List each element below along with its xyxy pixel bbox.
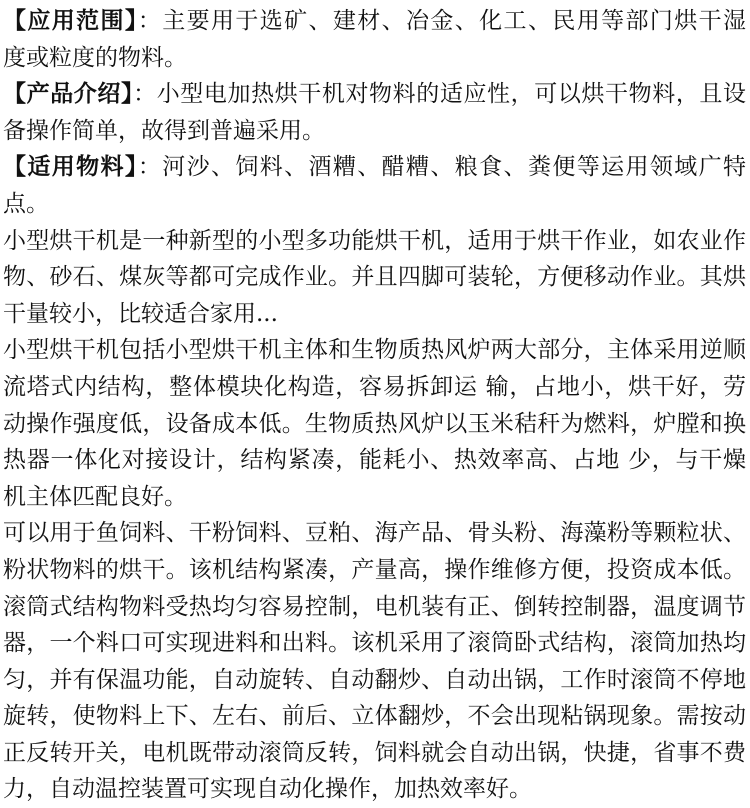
text-line: 点。: [3, 186, 746, 223]
text-line: 力，自动温控装置可实现自动化操作，加热效率好。: [3, 771, 746, 808]
text-line: 小型烘干机包括小型烘干机主体和生物质热风炉两大部分，主体采用逆顺: [3, 332, 746, 369]
text-line: 器，一个料口可实现进料和出料。该机采用了滚筒卧式结构，滚筒加热均: [3, 625, 746, 662]
text-line: 旋转，使物料上下、左右、前后、立体翻炒，不会出现粘锅现象。需按动: [3, 698, 746, 735]
structure-paragraph: [3, 332, 746, 515]
text-line: 小型烘干机是一种新型的小型多功能烘干机，适用于烘干作业，如农业作: [3, 223, 746, 260]
text-line: 匀，并有保温功能，自动旋转、自动翻炒、自动出锅，工作时滚筒不停地: [3, 662, 746, 699]
product-intro-text: ：小型电加热烘干机对物料的适应性，可以烘干物料，且设: [133, 81, 746, 107]
small-dryer-paragraph: [3, 223, 746, 333]
application-scope-heading: 【应用范围】: [3, 7, 138, 34]
text-line: [3, 76, 746, 113]
text-line: 机主体匹配良好。: [3, 479, 746, 516]
text-line: 物、砂石、煤灰等都可完成作业。并且四脚可装轮，方便移动作业。其烘: [3, 259, 746, 296]
text-line: 干量较小，比较适合家用...: [3, 296, 746, 333]
text-line: 热器一体化对接设计，结构紧凑，能耗小、热效率高、占地 少，与干燥: [3, 442, 746, 479]
uses-paragraph: [3, 515, 746, 588]
text-line: 可以用于鱼饲料、干粉饲料、豆粕、海产品、骨头粉、海藻粉等颗粒状、: [3, 515, 746, 552]
text-line: 粉状物料的烘干。该机结构紧凑，产量高，操作维修方便，投资成本低。: [3, 552, 746, 589]
applicable-materials-heading: 【适用物料】: [3, 153, 138, 180]
text-line: 流塔式内结构，整体模块化构造，容易拆卸运 输，占地小，烘干好，劳: [3, 369, 746, 406]
text-line: 滚筒式结构物料受热均匀容易控制，电机装有正、倒转控制器，温度调节: [3, 589, 746, 626]
text-line: [3, 149, 746, 186]
application-scope-paragraph: [3, 3, 746, 76]
applicable-materials-paragraph: [3, 149, 746, 222]
drum-structure-paragraph: [3, 589, 746, 808]
text-line: 备操作简单，故得到普遍采用。: [3, 113, 746, 150]
text-line: [3, 3, 746, 40]
text-line: 度或粒度的物料。: [3, 40, 746, 77]
applicable-materials-text: ：河沙、饲料、酒糟、醋糟、粮食、粪便等运用领域广特: [138, 154, 746, 180]
text-line: 正反转开关，电机既带动滚筒反转，饲料就会自动出锅，快捷，省事不费: [3, 735, 746, 772]
text-line: 动操作强度低，设备成本低。生物质热风炉以玉米秸秆为燃料，炉膛和换: [3, 406, 746, 443]
product-intro-heading: 【产品介绍】: [3, 80, 133, 107]
application-scope-text: ：主要用于选矿、建材、冶金、化工、民用等部门烘干湿: [138, 8, 746, 34]
product-intro-paragraph: [3, 76, 746, 149]
